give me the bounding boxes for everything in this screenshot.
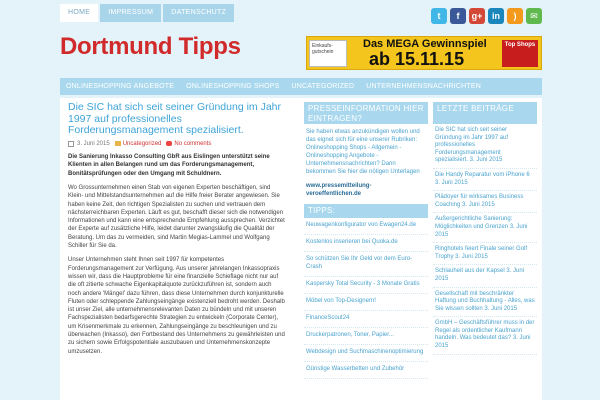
top-navigation bbox=[60, 4, 236, 22]
tips-link[interactable]: Webdesign und Suchmaschinenoptimierung bbox=[304, 345, 428, 362]
recent-post-link[interactable]: Schlauheit aus der Kapsel 3. Juni 2015 bbox=[433, 265, 537, 287]
calendar-icon bbox=[68, 141, 74, 147]
article-paragraph: Wo Grossunternehmen einen Stab von eigenen Experten beschäftigen, sind Klein- und Mittelstandsunternehmen auf die Hilfe freier Berater angewiesen. Sie haben keine Zeit, den richtigen Spezialisten zu suchen und vertrauen dem nächsterreichbaren Experten. Läuft es gut, beschafft dieser sich die notwendigen Informationen und kann eine entsprechende Empfehlung aussprechen. Verzichtet der Experte auf zusätzliche Hilfe, leidet darunter zwangsläufig die Qualität der Beratung. Um das zu vermeiden, sind Martin Megias-Lammel und Wolfgang Schiller für Sie da. bbox=[68, 185, 285, 250]
nav-uncategorized[interactable]: UNCATEGORIZED bbox=[291, 83, 355, 90]
article-body bbox=[68, 184, 286, 356]
nav-onlineshopping-shops[interactable]: ONLINESHOPPING SHOPS bbox=[186, 83, 280, 90]
press-widget-text: Sie haben etwas anzukündigen wollen und das eignet sich für eine unserer Rubriken: Onlineshopping Shops - Allgemein - Onlineshopping Angebote - Unternehmensnachrichten? Dann bekommen Sie hier die nötigen Unterlagen bbox=[306, 129, 420, 175]
press-widget-link[interactable]: www.pressemitteilung-veroeffentlichen.de bbox=[306, 183, 372, 197]
tips-link[interactable]: Druckerpatronen, Toner, Papier... bbox=[304, 328, 428, 345]
article-meta bbox=[68, 141, 286, 147]
rss-icon[interactable]: ) bbox=[507, 8, 523, 24]
article-date: 3. Juni 2015 bbox=[77, 140, 110, 147]
sidebar-middle bbox=[304, 102, 428, 379]
recent-post-link[interactable]: Plädoyer für wirksames Business Coaching 3. Juni 2015 bbox=[433, 191, 537, 213]
site-logo[interactable]: Dortmund Tipps bbox=[60, 33, 241, 60]
banner-date: ab 15.11.15 bbox=[369, 49, 465, 69]
article-paragraph: Unser Unternehmen steht Ihnen seit 1997 für kompetentes Forderungsmanagement zur Verfügung. Aus unserer jahrelangen Inkassopraxis wissen wir, dass die Hauptprobleme für eine finanzielle Schieflage nicht nur auf die oft zitierte schwache Eigenkapitalquote zurückzuführen ist, sondern auch noch andere 'Mängel' dazu führen, dass diese Unternehmen durch konjunkturelle Fluten oder schleppende Zahlungseingänge existenziell bedroht werden. Deshalb ist unser Ziel, alle unternehmensrelevanten Daten zu bündeln und mit unseren Fachspezialisten bedarfsgerechte Strategien zu entwickeln (Corporate Center), um Krisenmerkmale zu erkennen, Zahlungseingänge zu beschleunigen und zu überwachen (Inkasso), den Fortbestand des Unternehmens zu gewährleisten und zu sichern sowie Erfolgspotentiale auszubauen und Unternehmenskonzepte umzusetzen. bbox=[68, 257, 285, 355]
article-lead: Die Sanierung Inkasso Consulting GbR aus Eislingen unterstützt seine Klienten in allen Belangen rund um das Forderungsmanagement, Bonitätsprüfungen oder den Umgang mit Schuldnern. bbox=[68, 153, 270, 177]
tips-list bbox=[304, 218, 428, 379]
folder-icon bbox=[115, 141, 121, 146]
recent-post-link[interactable]: Ringhotels feiert Finale seiner Golf Trophy 3. Juni 2015 bbox=[433, 243, 537, 265]
tips-link[interactable]: Günstige Wasserbetten und Zubehör bbox=[304, 362, 428, 379]
googleplus-icon[interactable]: g+ bbox=[469, 8, 485, 24]
tips-link[interactable]: Möbel von Top-Designern! bbox=[304, 294, 428, 311]
recent-post-link[interactable]: Gesellschaft mit beschränkter Haftung und Buchhaltung - Alles, was Sie wissen sollten 3. Juni 2015 bbox=[433, 288, 537, 318]
article-title[interactable]: Die SIC hat sich seit seiner Gründung im Jahr 1997 auf professionelles Forderungsmanagement spezialisiert. bbox=[68, 101, 282, 136]
press-widget-title: PRESSEINFORMATION HIER EINTRAGEN? bbox=[304, 102, 428, 124]
banner-voucher-card: Einkaufs- gutschein bbox=[309, 40, 347, 67]
topnav-home-link[interactable]: HOME bbox=[60, 4, 98, 22]
article-category-link[interactable]: Uncategorized bbox=[122, 140, 162, 147]
article-comments-link[interactable]: No comments bbox=[174, 140, 212, 147]
comment-icon bbox=[166, 141, 172, 146]
content-area bbox=[60, 98, 542, 400]
tips-link[interactable]: Kaspersky Total Security - 3 Monate Gratis bbox=[304, 277, 428, 294]
banner-topshops-badge: Top Shops bbox=[502, 40, 538, 67]
tips-link[interactable]: Neuwagenkonfigurator von Ewagen24.de bbox=[304, 218, 428, 235]
recent-post-link[interactable]: Die Handy Reparatur vom iPhone 6 3. Juni 2015 bbox=[433, 169, 537, 191]
social-icons bbox=[428, 8, 542, 24]
nav-onlineshopping-angebote[interactable]: ONLINESHOPPING ANGEBOTE bbox=[66, 83, 175, 90]
banner-headline: Das MEGA Gewinnspiel bbox=[363, 38, 487, 50]
tips-link[interactable]: So schützen Sie Ihr Geld vor dem Euro-Crash bbox=[304, 252, 428, 277]
recent-post-link[interactable]: GmbH – Geschäftsführer muss in der Regel als ordentlicher Kaufmann handeln. Was bedeutet das? 3. Juni 2015 bbox=[433, 317, 537, 354]
recent-posts-title: LETZTE BEITRÄGE bbox=[433, 102, 537, 124]
recent-post-link[interactable]: Außergerichtliche Sanierung: Möglichkeiten und Grenzen 3. Juni 2015 bbox=[433, 213, 537, 243]
recent-posts-list bbox=[433, 124, 537, 355]
email-icon[interactable]: ✉ bbox=[526, 8, 542, 24]
topnav-impressum-link[interactable]: IMPRESSUM bbox=[100, 4, 161, 22]
nav-unternehmensnachrichten[interactable]: UNTERNEHMENSNACHRICHTEN bbox=[366, 83, 481, 90]
tips-widget-title: TIPPS: bbox=[304, 204, 428, 218]
recent-post-link[interactable]: Die SIC hat sich seit seiner Gründung im Jahr 1997 auf professionelles Forderungsmanagement spezialisiert. 3. Juni 2015 bbox=[433, 124, 537, 169]
article bbox=[60, 98, 292, 356]
tips-link[interactable]: FinanceScout24 bbox=[304, 311, 428, 328]
topnav-datenschutz-link[interactable]: DATENSCHUTZ bbox=[163, 4, 234, 22]
main-navigation bbox=[60, 78, 542, 95]
sidebar-right bbox=[433, 102, 537, 355]
linkedin-icon[interactable]: in bbox=[488, 8, 504, 24]
tips-link[interactable]: Kostenlos inserieren bei Quoka.de bbox=[304, 235, 428, 252]
twitter-icon[interactable]: t bbox=[431, 8, 447, 24]
ad-banner[interactable] bbox=[306, 36, 542, 70]
facebook-icon[interactable]: f bbox=[450, 8, 466, 24]
